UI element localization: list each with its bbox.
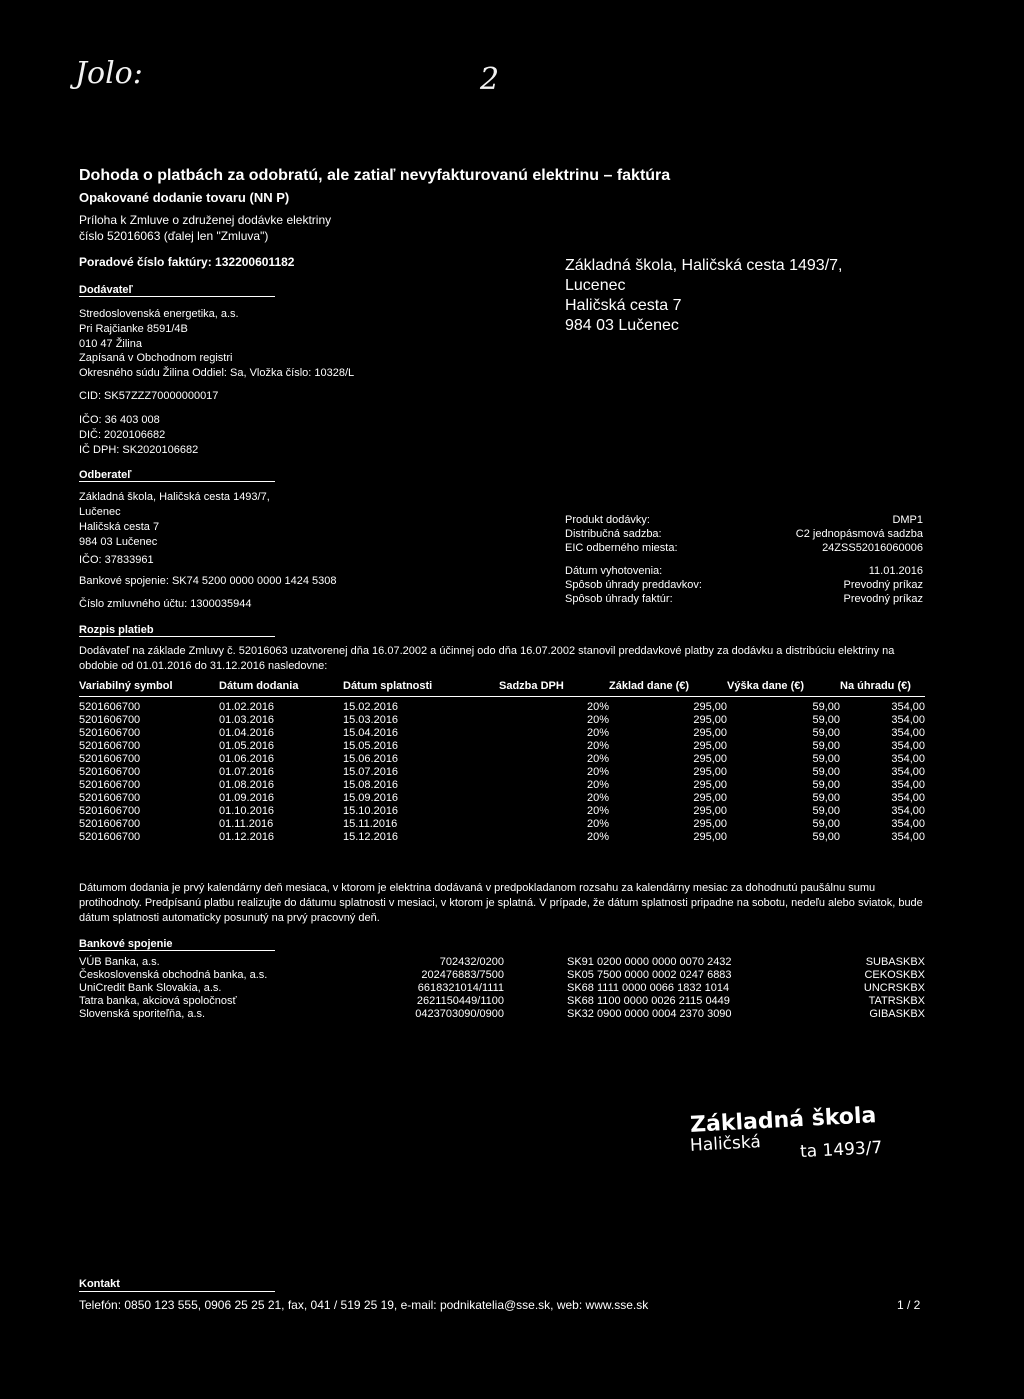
- info-row: [565, 578, 923, 592]
- table-cell: 354,00: [891, 753, 925, 765]
- table-cell: 59,00: [812, 831, 840, 843]
- table-row: [79, 766, 925, 779]
- table-row: [79, 792, 925, 805]
- customer-bank: Bankové spojenie: SK74 5200 0000 0000 1424 5308: [79, 575, 337, 587]
- table-cell: SUBASKBX: [865, 956, 925, 968]
- col-tax-base: Základ dane (€): [609, 680, 690, 692]
- table-cell: 59,00: [812, 792, 840, 804]
- customer-ico: IČO: 37833961: [79, 554, 154, 566]
- table-cell: 295,00: [693, 779, 727, 791]
- customer-line: Haličská cesta 7: [79, 521, 160, 533]
- supplier-heading: Dodávateľ: [79, 284, 133, 296]
- table-cell: 15.09.2016: [343, 792, 399, 804]
- table-cell: 15.06.2016: [343, 753, 399, 765]
- schedule-rule: [79, 636, 275, 637]
- table-cell: 354,00: [891, 792, 925, 804]
- table-cell: SK05 7500 0000 0002 0247 6883: [567, 969, 732, 981]
- table-cell: 702432/0200: [439, 956, 504, 968]
- table-cell: UniCredit Bank Slovakia, a.s.: [79, 982, 222, 994]
- table-row: [79, 753, 925, 766]
- customer-account: Číslo zmluvného účtu: 1300035944: [79, 598, 252, 610]
- supplier-address: [79, 307, 239, 352]
- schedule-note: Dátumom dodania je prvý kalendárny deň mesiaca, v ktorom je elektrina dodávaná v predpokladanom rozsahu za kalendárny mesiac za dohodnutú paušálnu sumu protihodnoty. Predpísanú platbu realizujte do dátumu splatnosti v mesiaci, v ktorom je splatná. V prípade, že dátum splatnosti pripadne na sobotu, nedeľu alebo sviatok, bude dátum splatnosti automaticky posunutý na prvý pracovný deň.: [79, 882, 923, 924]
- table-row: [79, 714, 925, 727]
- info-label: Dátum vyhotovenia:: [565, 565, 663, 577]
- table-cell: SK32 0900 0000 0004 2370 3090: [567, 1008, 732, 1020]
- table-cell: Slovenská sporiteľňa, a.s.: [79, 1008, 206, 1020]
- supplier-ids: [79, 413, 198, 458]
- info-value: Prevodný príkaz: [843, 593, 923, 605]
- table-cell: SK91 0200 0000 0000 0070 2432: [567, 956, 732, 968]
- info-label: EIC odberného miesta:: [565, 542, 678, 554]
- table-cell: 15.11.2016: [343, 818, 398, 830]
- table-cell: 59,00: [812, 740, 840, 752]
- stamp-line-1: Základná škola: [689, 1103, 877, 1138]
- bank-row: [79, 969, 925, 982]
- table-cell: 295,00: [693, 766, 727, 778]
- stamp-line-2b: ta 1493/7: [799, 1137, 883, 1163]
- table-cell: 15.08.2016: [343, 779, 399, 791]
- table-cell: 354,00: [891, 779, 925, 791]
- table-row: [79, 727, 925, 740]
- table-cell: 295,00: [693, 714, 727, 726]
- bank-row: [79, 982, 925, 995]
- table-cell: VÚB Banka, a.s.: [79, 956, 160, 968]
- handwritten-note: Jolo:: [75, 56, 143, 91]
- table-cell: 354,00: [891, 805, 925, 817]
- table-cell: 354,00: [891, 714, 925, 726]
- invoice-number: Poradové číslo faktúry: 132200601182: [79, 255, 295, 269]
- banks-rule: [79, 950, 275, 951]
- table-row: [79, 779, 925, 792]
- table-cell: 295,00: [693, 831, 727, 843]
- table-cell: 5201606700: [79, 714, 141, 726]
- info-value: 24ZSS52016060006: [822, 542, 923, 554]
- table-cell: 20%: [586, 701, 609, 713]
- table-cell: 15.07.2016: [343, 766, 399, 778]
- table-cell: Tatra banka, akciová spoločnosť: [79, 995, 237, 1007]
- table-cell: SK68 1111 0000 0066 1832 1014: [567, 982, 730, 994]
- supplier-rule: [79, 296, 275, 297]
- table-cell: 59,00: [812, 701, 840, 713]
- table-cell: 5201606700: [79, 792, 141, 804]
- table-cell: 15.04.2016: [343, 727, 399, 739]
- registry-line: Okresného súdu Žilina Oddiel: Sa, Vložka číslo: 10328/L: [79, 367, 355, 379]
- annex-line-2: číslo 52016063 (ďalej len "Zmluva"): [79, 229, 269, 243]
- col-delivery-date: Dátum dodania: [219, 680, 299, 692]
- table-cell: SK68 1100 0000 0026 2115 0449: [567, 995, 730, 1007]
- table-cell: 01.04.2016: [219, 727, 275, 739]
- info-row: [565, 592, 923, 606]
- table-cell: UNCRSKBX: [863, 982, 925, 994]
- info-label: Distribučná sadzba:: [565, 528, 662, 540]
- table-cell: 20%: [586, 766, 609, 778]
- document-subtitle: Opakované dodanie tovaru (NN P): [79, 190, 290, 205]
- table-cell: 20%: [586, 831, 609, 843]
- contact-heading: Kontakt: [79, 1278, 120, 1290]
- supplier-line: Pri Rajčianke 8591/4B: [79, 323, 188, 335]
- customer-line: Základná škola, Haličská cesta 1493/7,: [79, 491, 270, 503]
- info-row: [565, 541, 923, 555]
- bank-table: [79, 956, 925, 1021]
- registry-line: Zapísaná v Obchodnom registri: [79, 352, 233, 364]
- table-cell: 01.08.2016: [219, 779, 275, 791]
- table-cell: 5201606700: [79, 727, 141, 739]
- page-number: 1 / 2: [897, 1298, 921, 1312]
- table-cell: 295,00: [693, 740, 727, 752]
- contact-rule: [79, 1291, 275, 1292]
- info-value: DMP1: [892, 514, 923, 526]
- table-cell: 202476883/7500: [421, 969, 504, 981]
- table-cell: CEKOSKBX: [864, 969, 925, 981]
- annex-line-1: Príloha k Zmluve o združenej dodávke elektriny: [79, 213, 332, 227]
- customer-rule: [79, 481, 275, 482]
- table-cell: 15.10.2016: [343, 805, 399, 817]
- document-title: Dohoda o platbách za odobratú, ale zatiaľ nevyfakturovanú elektrinu – faktúra: [79, 167, 671, 184]
- table-cell: 295,00: [693, 805, 727, 817]
- table-cell: 5201606700: [79, 805, 141, 817]
- table-cell: 01.09.2016: [219, 792, 275, 804]
- table-cell: 5201606700: [79, 818, 141, 830]
- table-cell: 2621150449/1100: [416, 995, 504, 1007]
- product-info: [565, 513, 923, 555]
- col-vat-rate: Sadzba DPH: [499, 680, 564, 692]
- table-cell: 354,00: [891, 740, 925, 752]
- recipient-line: Základná škola, Haličská cesta 1493/7,: [565, 257, 843, 274]
- table-cell: 20%: [586, 818, 609, 830]
- table-cell: 295,00: [693, 727, 727, 739]
- info-value: Prevodný príkaz: [843, 579, 923, 591]
- table-cell: 20%: [586, 779, 609, 791]
- table-cell: 5201606700: [79, 753, 141, 765]
- table-row: [79, 701, 925, 714]
- supplier-ico: IČO: 36 403 008: [79, 414, 160, 426]
- customer-address: [79, 490, 270, 550]
- recipient-address: [565, 256, 842, 336]
- table-cell: 15.12.2016: [343, 831, 399, 843]
- table-cell: 5201606700: [79, 766, 141, 778]
- table-cell: 354,00: [891, 766, 925, 778]
- supplier-icdph: IČ DPH: SK2020106682: [79, 444, 199, 456]
- recipient-line: Haličská cesta 7: [565, 297, 682, 314]
- stamp-line-2a: Haličská: [689, 1132, 762, 1156]
- table-cell: 5201606700: [79, 740, 141, 752]
- table-cell: 5201606700: [79, 701, 141, 713]
- col-total: Na úhradu (€): [840, 680, 911, 692]
- customer-line: Lučenec: [79, 506, 121, 518]
- table-cell: 01.10.2016: [219, 805, 275, 817]
- table-cell: Československá obchodná banka, a.s.: [79, 969, 268, 981]
- table-cell: 01.02.2016: [219, 701, 275, 713]
- table-cell: 295,00: [693, 818, 727, 830]
- table-cell: 295,00: [693, 792, 727, 804]
- table-cell: 01.06.2016: [219, 753, 275, 765]
- table-cell: 354,00: [891, 727, 925, 739]
- customer-line: 984 03 Lučenec: [79, 536, 158, 548]
- table-cell: 59,00: [812, 714, 840, 726]
- table-cell: 295,00: [693, 753, 727, 765]
- col-tax-amount: Výška dane (€): [727, 680, 805, 692]
- contact-text: Telefón: 0850 123 555, 0906 25 25 21, fax, 041 / 519 25 19, e-mail: podnikatelia@sse.sk, web: www.sse.sk: [79, 1298, 649, 1312]
- table-cell: 59,00: [812, 727, 840, 739]
- table-cell: 59,00: [812, 753, 840, 765]
- table-cell: 59,00: [812, 766, 840, 778]
- table-row: [79, 740, 925, 753]
- table-cell: 0423703090/0900: [415, 1008, 504, 1020]
- table-cell: 20%: [586, 792, 609, 804]
- table-row: [79, 831, 925, 844]
- table-cell: 354,00: [891, 701, 925, 713]
- table-cell: 01.05.2016: [219, 740, 275, 752]
- table-cell: 01.07.2016: [219, 766, 275, 778]
- bank-row: [79, 956, 925, 969]
- table-cell: 20%: [586, 740, 609, 752]
- table-header: [79, 680, 925, 697]
- table-cell: 6618321014/1111: [417, 982, 504, 994]
- payment-table: [79, 680, 925, 844]
- schedule-intro: Dodávateľ na základe Zmluvy č. 52016063 uzatvorenej dňa 16.07.2002 a účinnej odo dňa 16.07.2002 stanovil preddavkové platby za dodávku a distribúciu elektriny na obdobie od 01.01.2016 do 31.12.2016 nasledovne:: [79, 645, 895, 672]
- recipient-line: 984 03 Lučenec: [565, 317, 679, 334]
- info-row: [565, 527, 923, 541]
- table-cell: GIBASKBX: [869, 1008, 925, 1020]
- schedule-heading: Rozpis platieb: [79, 624, 154, 636]
- table-cell: 354,00: [891, 818, 925, 830]
- payment-info: [565, 564, 923, 606]
- col-due-date: Dátum splatnosti: [343, 680, 433, 692]
- table-cell: 20%: [586, 805, 609, 817]
- supplier-line: 010 47 Žilina: [79, 338, 142, 350]
- table-cell: 59,00: [812, 805, 840, 817]
- banks-heading: Bankové spojenie: [79, 938, 173, 950]
- table-cell: 01.12.2016: [219, 831, 275, 843]
- table-cell: 5201606700: [79, 831, 141, 843]
- table-cell: 59,00: [812, 818, 840, 830]
- info-label: Produkt dodávky:: [565, 514, 650, 526]
- bank-row: [79, 995, 925, 1008]
- bank-row: [79, 1008, 925, 1021]
- table-cell: 15.05.2016: [343, 740, 399, 752]
- table-cell: 20%: [586, 714, 609, 726]
- info-row: [565, 513, 923, 527]
- supplier-registry: [79, 351, 354, 381]
- table-cell: 59,00: [812, 779, 840, 791]
- table-row: [79, 818, 925, 831]
- info-row: [565, 564, 923, 578]
- info-label: Spôsob úhrady faktúr:: [565, 593, 673, 605]
- recipient-line: Lucenec: [565, 277, 626, 294]
- table-cell: 295,00: [693, 701, 727, 713]
- table-cell: 15.02.2016: [343, 701, 399, 713]
- col-variable-symbol: Variabilný symbol: [79, 680, 173, 692]
- supplier-dic: DIČ: 2020106682: [79, 429, 166, 441]
- handwritten-mark: 2: [480, 62, 500, 97]
- customer-heading: Odberateľ: [79, 469, 132, 481]
- table-cell: 5201606700: [79, 779, 141, 791]
- info-label: Spôsob úhrady preddavkov:: [565, 579, 702, 591]
- table-cell: 20%: [586, 753, 609, 765]
- table-cell: 20%: [586, 727, 609, 739]
- info-value: 11.01.2016: [868, 565, 923, 577]
- supplier-cid: CID: SK57ZZZ70000000017: [79, 390, 219, 402]
- info-value: C2 jednopásmová sadzba: [795, 528, 923, 540]
- table-cell: 15.03.2016: [343, 714, 399, 726]
- supplier-line: Stredoslovenská energetika, a.s.: [79, 308, 239, 320]
- table-row: [79, 805, 925, 818]
- table-cell: TATRSKBX: [868, 995, 925, 1007]
- table-cell: 01.11.2016: [219, 818, 274, 830]
- table-cell: 01.03.2016: [219, 714, 275, 726]
- table-cell: 354,00: [891, 831, 925, 843]
